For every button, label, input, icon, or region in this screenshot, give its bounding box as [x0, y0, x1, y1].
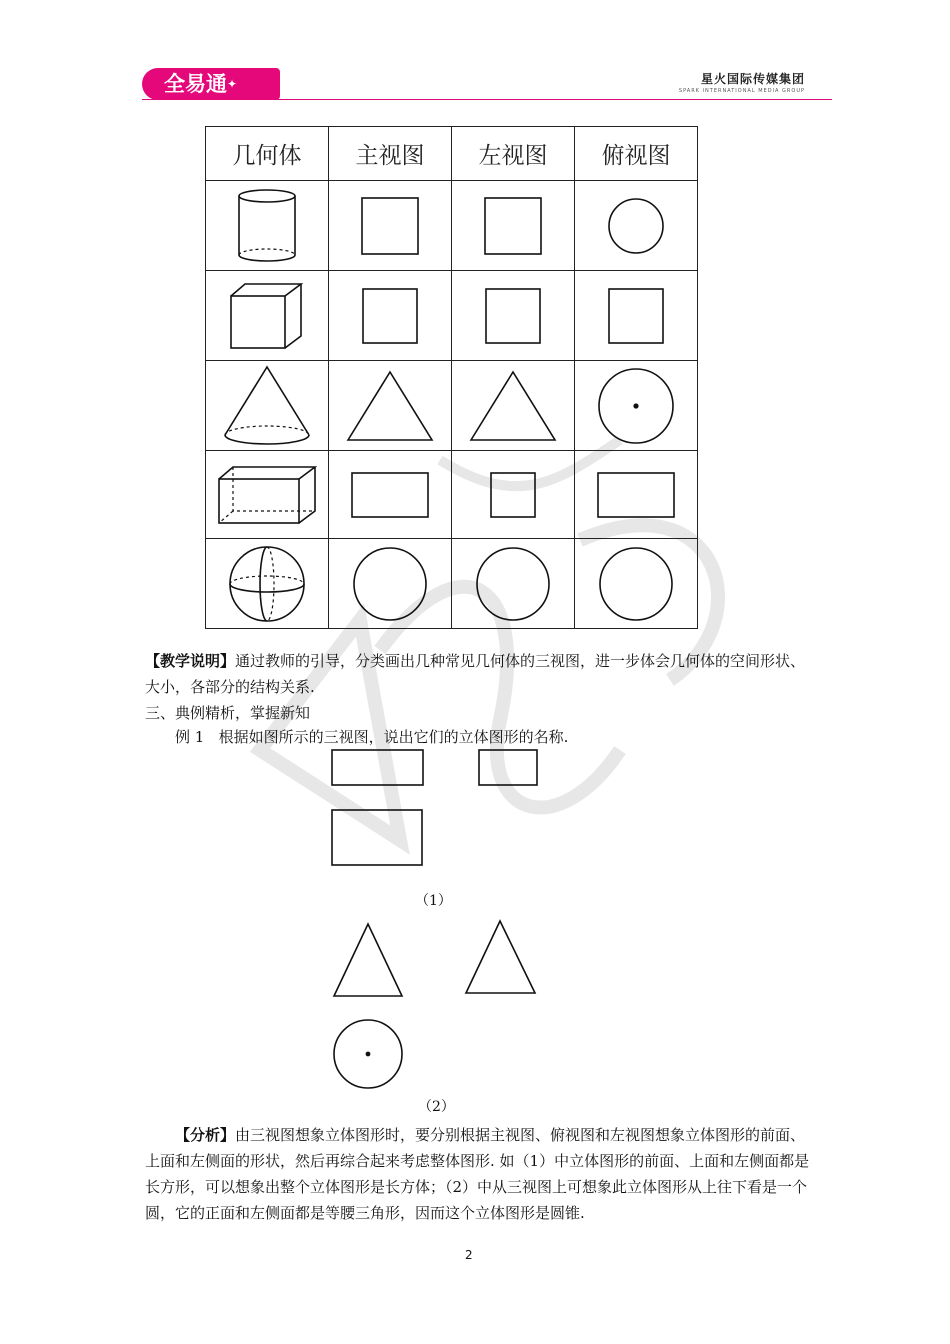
- rectangular-prism-icon: [217, 465, 317, 525]
- header-top-view: 俯视图: [575, 127, 698, 181]
- page-number: 2: [465, 1248, 473, 1262]
- three-view-table: [205, 126, 698, 629]
- front-view-cell: [329, 451, 452, 539]
- figure-2-three-views: [330, 918, 540, 1093]
- left-view-cell: [452, 451, 575, 539]
- top-view-cell: [575, 539, 698, 629]
- square-icon: [360, 196, 420, 256]
- brand-logo: [142, 68, 280, 100]
- teaching-note-label: 【教学说明】: [145, 652, 236, 670]
- figure-1-three-views: [330, 748, 540, 868]
- rectangle-icon: [596, 471, 676, 519]
- top-view-cell: [575, 271, 698, 361]
- circle-icon: [474, 545, 552, 623]
- square-icon: [489, 471, 537, 519]
- table-row-cube: [206, 271, 698, 361]
- cone-icon: [222, 365, 312, 447]
- example-label: 例 1: [175, 728, 205, 746]
- front-view-cell: [329, 181, 452, 271]
- solid-cell: [206, 181, 329, 271]
- solid-cell: [206, 539, 329, 629]
- left-view-triangle: [466, 921, 535, 993]
- table-row-rectangular-prism: [206, 451, 698, 539]
- left-view-cell: [452, 181, 575, 271]
- header-front-view: 主视图: [329, 127, 452, 181]
- header-divider: [142, 99, 832, 100]
- front-view-cell: [329, 361, 452, 451]
- front-view-cell: [329, 539, 452, 629]
- top-view-cell: [575, 451, 698, 539]
- header-solid: 几何体: [206, 127, 329, 181]
- table-row-cone: [206, 361, 698, 451]
- example-1: [175, 724, 815, 750]
- teaching-note: [145, 648, 810, 700]
- left-view-cell: [452, 271, 575, 361]
- center-dot: [366, 1052, 371, 1057]
- table-row-sphere: [206, 539, 698, 629]
- figure-2-caption: （2）: [418, 1099, 455, 1115]
- example-text: 根据如图所示的三视图，说出它们的立体图形的名称.: [218, 728, 569, 746]
- cylinder-icon: [232, 187, 302, 265]
- header-brand: [679, 70, 805, 94]
- circle-icon: [597, 545, 675, 623]
- front-view-triangle: [334, 924, 402, 996]
- solid-cell: [206, 451, 329, 539]
- sphere-icon: [227, 544, 307, 624]
- square-icon: [483, 196, 543, 256]
- analysis-label: 【分析】: [175, 1126, 236, 1144]
- section-heading: 三、典例精析，掌握新知: [145, 704, 311, 722]
- top-view-cell: [575, 181, 698, 271]
- figure-1-caption: （1）: [415, 893, 452, 909]
- top-view-cell: [575, 361, 698, 451]
- square-icon: [361, 287, 419, 345]
- circle-with-center-dot-icon: [596, 366, 676, 446]
- left-view-rectangle: [479, 750, 537, 785]
- top-view-rectangle: [332, 810, 422, 865]
- rectangle-icon: [350, 471, 430, 519]
- left-view-cell: [452, 539, 575, 629]
- circle-icon: [606, 196, 666, 256]
- left-view-cell: [452, 361, 575, 451]
- logo-text: 全易通: [164, 72, 227, 96]
- header-left-view: 左视图: [452, 127, 575, 181]
- sparkle-icon: ✦: [227, 77, 238, 91]
- cube-icon: [229, 282, 305, 350]
- front-view-cell: [329, 271, 452, 361]
- analysis: [145, 1122, 810, 1226]
- circle-icon: [351, 545, 429, 623]
- teaching-note-text: 通过教师的引导，分类画出几种常见几何体的三视图，进一步体会几何体的空间形状、大小，各部分的结构关系.: [145, 652, 806, 696]
- front-view-rectangle: [332, 750, 423, 785]
- triangle-icon: [469, 370, 557, 442]
- analysis-text: 由三视图想象立体图形时，要分别根据主视图、俯视图和左视图想象立体图形的前面、上面和左侧面的形状，然后再综合起来考虑整体图形. 如（1）中立体图形的前面、上面和左侧面都是长方形，可以想象出整个立体图形是长方体；（2）中从三视图上可想象此立体图形从上往下看是一个圆，它的正面和左侧面都是等腰三角形，因而这个立体图形是圆锥.: [145, 1126, 810, 1222]
- brand-name-en: SPARK INTERNATIONAL MEDIA GROUP: [678, 88, 805, 94]
- square-icon: [484, 287, 542, 345]
- solid-cell: [206, 271, 329, 361]
- solid-cell: [206, 361, 329, 451]
- square-icon: [607, 287, 665, 345]
- triangle-icon: [346, 370, 434, 442]
- table-row-cylinder: [206, 181, 698, 271]
- table-header-row: [206, 127, 698, 181]
- brand-name-cn: 星火国际传媒集团: [700, 72, 805, 86]
